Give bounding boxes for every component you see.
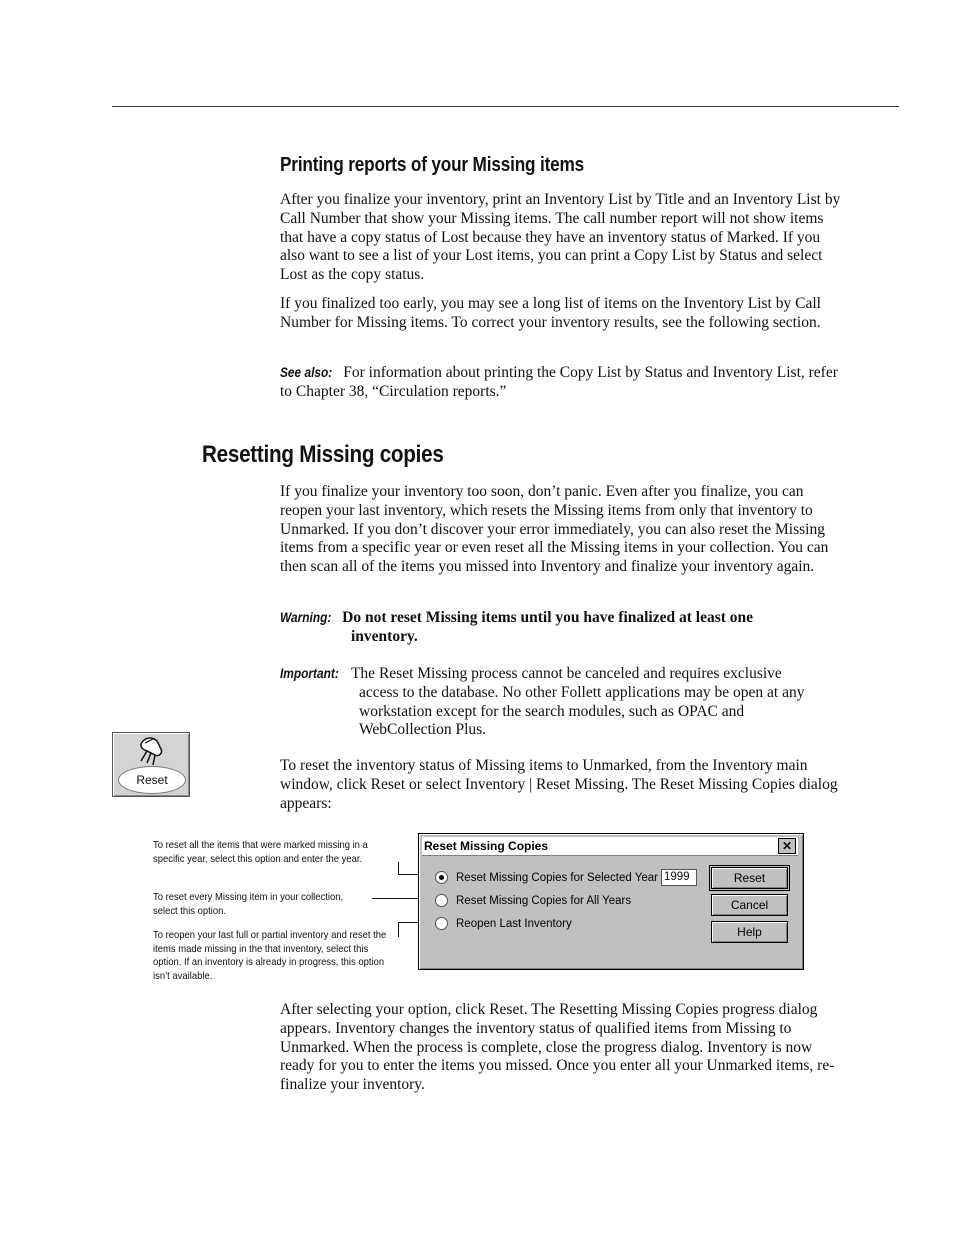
warning-line1: Do not reset Missing items until you have finalized at least one — [342, 609, 754, 626]
radio-all-years[interactable] — [435, 894, 448, 907]
paragraph-finalized-early: If you finalized too early, you may see a long list of items on the Inventory List by Call Number for Missing items. To correct your inventory results, see the following section. — [280, 295, 821, 331]
reset-icon-label: Reset — [136, 773, 168, 787]
option-reopen-last[interactable] — [435, 917, 572, 930]
important-label: Important: — [280, 665, 339, 681]
close-icon[interactable]: ✕ — [778, 838, 796, 854]
cancel-button[interactable]: Cancel — [711, 894, 788, 916]
radio-reopen-last[interactable] — [435, 917, 448, 930]
see-also-label: See also: — [280, 364, 333, 380]
reset-icon-label-oval — [118, 766, 186, 794]
reset-missing-copies-dialog — [418, 833, 804, 970]
page-heading: Resetting Missing copies — [202, 441, 444, 468]
reset-button[interactable]: Reset — [711, 867, 788, 889]
warning-label: Warning: — [280, 609, 332, 625]
paragraph-reset-instructions: To reset the inventory status of Missing items to Unmarked, from the Inventory main window, click Reset or select Inventory | Reset Missing. The Reset Missing Copies dialog appears: — [280, 757, 838, 812]
option-all-years[interactable] — [435, 894, 631, 907]
see-also-text: For information about printing the Copy List by Status and Inventory List, refer to Chapter 38, “Circulation reports.” — [280, 364, 838, 400]
callout-line-3-vertical — [398, 922, 399, 937]
paragraph-finalize-too-soon: If you finalize your inventory too soon, don’t panic. Even after you finalize, you can reopen your last inventory, which resets the Missing items from only that inventory to Unmarked. If you don’t discover your error immediately, you can also reset the Missing items from a specific year or even reset all the Missing items in your collection. You can then scan all of the items you missed into Inventory and finalize your inventory again. — [280, 483, 829, 576]
option-all-years-label: Reset Missing Copies for All Years — [456, 894, 632, 907]
dialog-title: Reset Missing Copies — [424, 839, 549, 853]
dialog-title-bar — [422, 837, 798, 856]
option-selected-year-label: Reset Missing Copies for Selected Year — [456, 871, 658, 884]
warning-note — [280, 608, 850, 647]
callout-reopen-last: To reopen your last full or partial inventory and reset the items made missing in the that inventory, select this option. If an inventory is already in progress, this option isn’t available. — [153, 929, 387, 982]
callout-selected-year: To reset all the items that were marked missing in a specific year, select this option and enter the year. — [153, 839, 368, 865]
paragraph-after-reset: After selecting your option, click Reset. The Resetting Missing Copies progress dialog appears. Inventory changes the inventory status of qualified items from Missing to Unmarked. When the process is complete, close the progress dialog. Inventory is now ready for you to enter the items you missed. Once you enter all your Unmarked items, re-finalize your inventory. — [280, 1001, 835, 1094]
callout-all-years: To reset every Missing item in your collection, select this option. — [153, 891, 344, 917]
important-rest: access to the database. No other Follett applications may be open at any workstation except for the search modules, such as OPAC and WebCollection Plus. — [359, 683, 805, 739]
reset-toolbar-button[interactable] — [112, 732, 190, 797]
radio-selected-year[interactable] — [435, 871, 448, 884]
option-reopen-last-label: Reopen Last Inventory — [456, 917, 572, 930]
help-button[interactable]: Help — [711, 921, 788, 943]
callout-line-1-vertical — [398, 862, 399, 874]
paragraph-print-reports: After you finalize your inventory, print an Inventory List by Title and an Inventory List by Call Number that show your Missing items. The call number report will not show items that have a copy status of Lost because they have an inventory status of Marked. If you also want to see a list of your Lost items, you can print a Copy List by Status and select Lost as the copy status. — [280, 191, 841, 284]
year-input[interactable]: 1999 — [661, 869, 697, 886]
important-line1: The Reset Missing process cannot be canceled and requires exclusive — [350, 665, 782, 682]
header-rule — [112, 106, 899, 107]
see-also-note — [280, 363, 845, 402]
option-selected-year[interactable] — [435, 871, 658, 884]
warning-line2: inventory. — [351, 627, 418, 645]
section-subheading: Printing reports of your Missing items — [280, 154, 585, 176]
important-note — [280, 664, 850, 740]
